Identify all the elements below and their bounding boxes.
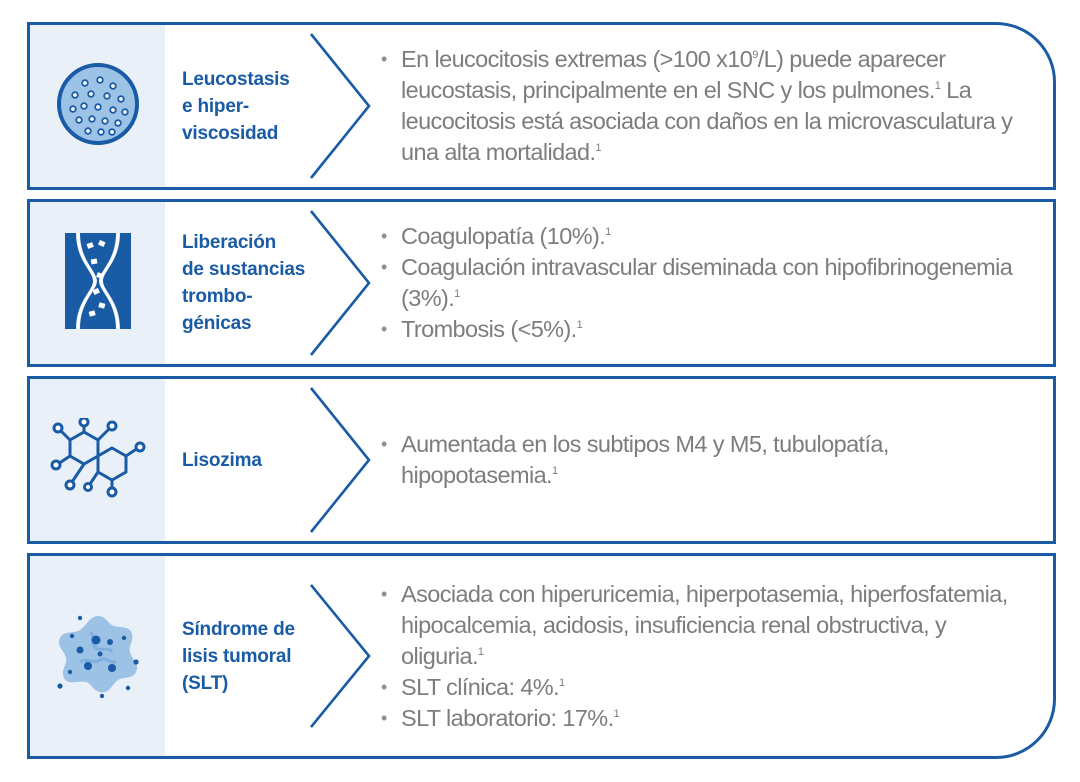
row-title: Síndrome de lisis tumoral (SLT)	[182, 618, 295, 694]
reference-superscript: 1	[559, 676, 565, 689]
chevron-right-icon	[305, 385, 375, 535]
bullet-item: • SLT clínica: 4%.$^1$	[380, 672, 1019, 703]
icon-cell	[30, 379, 165, 541]
blood-cells-icon	[55, 61, 141, 152]
row-content	[380, 25, 1019, 187]
molecule-icon	[50, 418, 146, 503]
row-lisis-tumoral	[27, 553, 1056, 759]
bullet-item: • Coagulación intravascular diseminada con hipofibrinogenemia (3%).$^1$	[380, 252, 1019, 314]
icon-cell	[30, 556, 165, 756]
icon-cell	[30, 202, 165, 364]
row-sustancias-trombogenicas	[27, 199, 1056, 367]
chevron-right-icon	[305, 31, 375, 181]
lysed-cell-icon	[50, 606, 146, 707]
bullet-item: • Coagulopatía (10%).$^1$	[380, 221, 1019, 252]
chevron-right-icon	[305, 208, 375, 358]
blood-vessel-icon	[63, 231, 133, 336]
row-title: Lisozima	[182, 449, 262, 471]
reference-superscript: 9	[752, 49, 758, 62]
bullet-item: • Aumentada en los subtipos M4 y M5, tubulopatía, hipopotasemia.$^1$	[380, 429, 1019, 491]
bullet-item: • Trombosis (<5%).$^1$	[380, 314, 1019, 345]
reference-superscript: 1	[551, 465, 558, 478]
reference-superscript: 1	[576, 319, 583, 332]
bullet-item: • Asociada con hiperuricemia, hiperpotasemia, hiperfosfatemia, hipocalcemia, acidosis, insuficiencia renal obstructiva, y oliguria.$^1$	[380, 579, 1019, 672]
reference-superscript: 1	[605, 226, 611, 239]
chevron-right-icon	[305, 582, 375, 730]
reference-superscript: 1	[454, 288, 460, 301]
row-content	[380, 556, 1019, 756]
reference-superscript: 1	[595, 142, 601, 155]
row-title: Leucostasis e hiper- viscosidad	[182, 68, 290, 144]
bullet-item: • SLT laboratorio: 17%.$^1$	[380, 703, 1019, 734]
icon-cell	[30, 25, 165, 187]
row-content	[380, 379, 1019, 541]
row-content	[380, 202, 1019, 364]
row-title: Liberación de sustancias trombo- génicas	[182, 232, 306, 334]
bullet-item: • En leucocitosis extremas (>100 $x10^9/L$) puede aparecer leucostasis, principalmente en el SNC y los pulmones.$^1$ La leucocitosis está asociada con daños en la microvasculatura y una alta mortalidad.$^1$	[380, 44, 1019, 168]
reference-superscript: 1	[613, 707, 620, 720]
reference-superscript: 1	[477, 645, 484, 658]
row-leucostasis	[27, 22, 1056, 190]
row-lisozima	[27, 376, 1056, 544]
reference-superscript: 1	[934, 80, 941, 93]
